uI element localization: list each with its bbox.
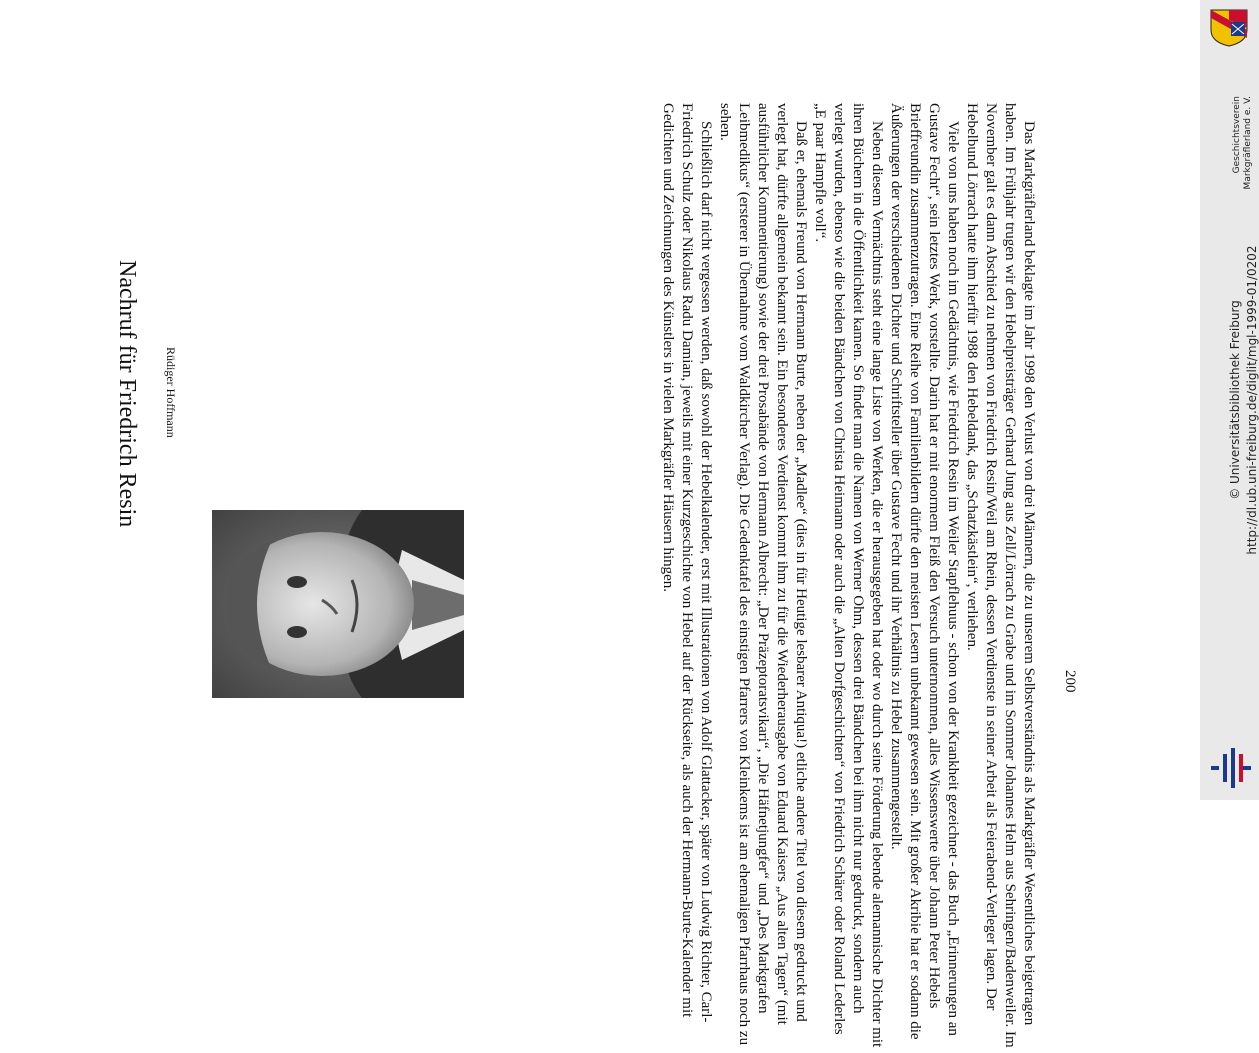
page-number: 200: [1062, 670, 1078, 693]
society-name: [1232, 96, 1254, 189]
paragraph-1: Das Markgräflerland beklagte im Jahr 1998 den Verlust von drei Männern, die zu unserem Selbstverständnis als Markgräfler Wesentliches beigetragen haben. Im Frühjahr trugen wir den Hebelpreisträger Gerhard Jung aus Zell/Lörrach zu Grabe und im Sommer Johannes Helm aus Sehringen/Badenweiler. Im November galt es dann Abschied zu nehmen von Friedrich Resin/Weil am Rhein, dessen Verdienste in seiner Arbeit als Feierabend-Verleger lagen. Der Hebelbund Lörrach hatte ihm hierfür 1988 den Hebeldank, das „Schatzkästlein“, verliehen.: [964, 103, 1037, 1048]
portrait-image: [212, 510, 464, 698]
ub-freiburg-logo: [1211, 748, 1251, 788]
permalink-url[interactable]: http://dl.ub.uni-freiburg.de/diglit/mgl-1999-01/0202: [1245, 245, 1259, 555]
society-line-2: Markgräflerland e. V.: [1243, 96, 1253, 190]
coat-of-arms-icon: [1207, 8, 1251, 48]
article-body: [658, 103, 1038, 1053]
article-title: Nachruf für Friedrich Resin: [114, 260, 140, 528]
society-line-1: Geschichtsverein: [1232, 96, 1242, 174]
paragraph-5: Schließlich darf nicht vergessen werden, daß sowohl der Hebelkalender, erst mit Illustrationen von Adolf Glattacker, später von Ludwig Richter, Carl-Friedrich Schulz oder Nikolaus Radu Damian, jeweils mit einer Kurzgeschichte von Hebel auf der Rückseite, als auch der Hermann-Burte-Kalender mit Gedichten und Zeichnungen des Künstlers in vielen Markgräfler Häusern hingen.: [660, 103, 714, 1023]
article-author: Rüdiger Hoffmann: [164, 347, 178, 438]
paragraph-3: Neben diesem Vermächtnis steht eine lange Liste von Werken, die er herausgegeben hat oder wo durch seine Förderung lebende alemannische Dichter mit ihren Büchern in die Öffentlichkeit kamen. So findet man die Namen von Werner Ohm, dessen drei Bändchen bei ihm nicht nur gedruckt, sondern auch verlegt wurden, ebenso wie die beiden Bändchen von Christa Heimann oder auch die „Alten Dorfgeschichten“ von Friedrich Schärer oder Roland Lederles „E paar Hampfle voll“.: [812, 103, 885, 1048]
paragraph-2: Viele von uns haben noch im Gedächtnis, wie Friedrich Resin im Weiler Stapflehuus - schon von der Krankheit gezeichnet - das Buch „Erinnerungen an Gustave Fecht“, sein letztes Werk, vorstellte. Darin hat er mit enormem Fleiß den Versuch unternommen, alles Wissenswerte über Johann Peter Hebels Brieffreundin zusammenzutragen. Eine Reihe von Familienbildern dürfte den meisten Lesern unbekannt gewesen sein. Mit großer Akribie hat er sodann die Äußerungen der verschiedenen Dichter und Schriftsteller über Gustave Fecht und ihr Verhältnis zu Hebel zusammengestellt.: [888, 103, 961, 1040]
paragraph-4: Daß er, ehemals Freund von Hermann Burte, neben der „Madlee“ (dies in für Heutige lesbarer Antiqua!) etliche andere Titel von diesem gedruckt und verlegt hat, dürfte allgemein bekannt sein. Ein besonderes Verdienst kommt ihm zu für die Wiederherausgabe von Eduard Kaisers „Aus alten Tagen“ (mit ausführlicher Kommentierung) sowie der drei Prosabände von Hermann Albrecht: „Der Präzeptoratsvikari“, „Die Häfnetjungfer“ und „Des Markgrafen Leibmedikus“ (ersterer in Übernahme vom Waldkircher Verlag). Die Gedenktafel des einstigen Pfarrers von Kleinkems ist am ehemaligen Pfarrhaus noch zu sehen.: [717, 103, 809, 1046]
copyright-notice: © Universitätsbibliothek Freiburg: [1228, 300, 1242, 500]
portrait-photo: [212, 510, 464, 698]
